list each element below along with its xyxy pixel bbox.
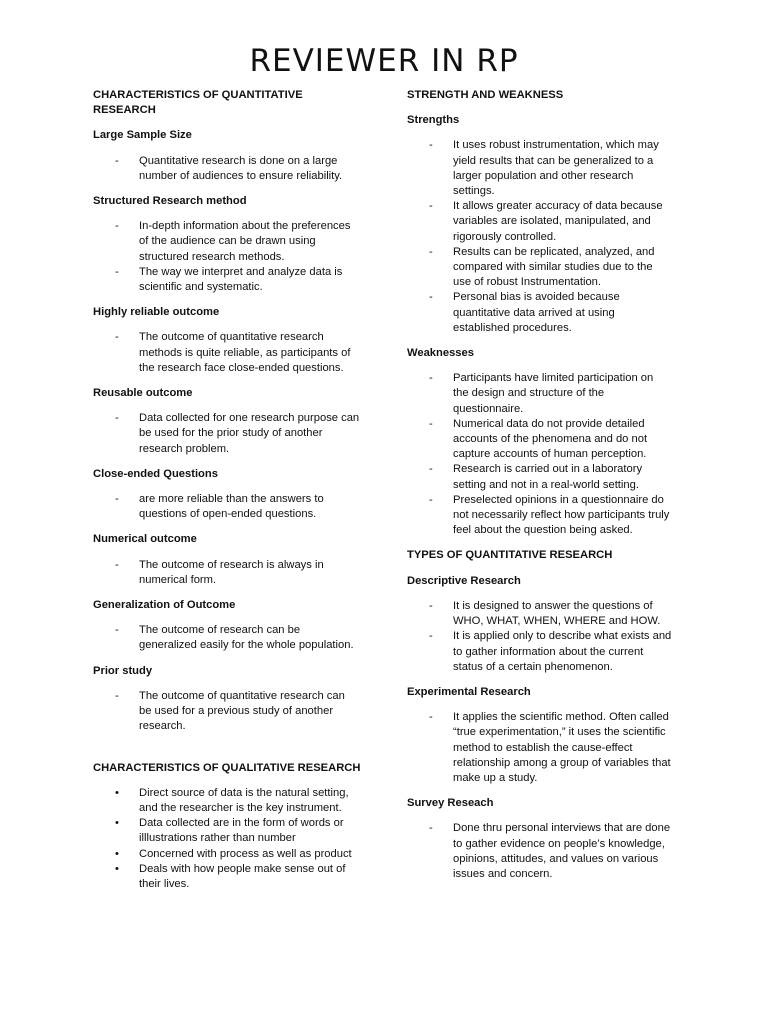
item-text-line: It is designed to answer the questions of: [453, 599, 653, 612]
item-text-line: the research face close-ended questions.: [139, 361, 344, 374]
item-text-line: illlustrations rather than number: [139, 832, 296, 845]
item-text-line: variables are isolated, manipulated, and: [453, 215, 651, 228]
dash-marker: -: [429, 245, 433, 258]
bullet-item: [93, 816, 363, 846]
dash-item: [93, 330, 363, 376]
dash-list: [93, 558, 363, 588]
item-text-line: questions of open-ended questions.: [139, 508, 317, 521]
dash-item: [93, 623, 363, 653]
dash-item: [407, 371, 679, 417]
item-text-line: The outcome of research is always in: [139, 558, 324, 571]
item-text-line: Data collected are in the form of words or: [139, 817, 344, 830]
dash-marker: -: [429, 711, 433, 724]
item-text-line: It allows greater accuracy of data because: [453, 200, 663, 213]
item-text-line: research.: [139, 720, 186, 733]
dash-list: [93, 411, 363, 457]
dash-marker: -: [115, 558, 119, 571]
dash-marker: -: [429, 372, 433, 385]
item-text-line: established procedures.: [453, 321, 572, 334]
dash-item: [407, 493, 679, 539]
dash-list: [407, 138, 679, 336]
bullet-marker: •: [115, 786, 119, 799]
subheading: Strengths: [407, 114, 460, 127]
bullet-item: [93, 847, 363, 862]
item-text-line: methods is quite reliable, as participants of: [139, 346, 351, 359]
dash-item: [93, 558, 363, 588]
dash-item: [407, 290, 679, 336]
item-text-line: setting and not in a real-world setting.: [453, 478, 639, 491]
dash-list: [93, 219, 363, 295]
item-text-line: Direct source of data is the natural setting,: [139, 786, 349, 799]
item-text-line: Data collected for one research purpose can: [139, 412, 360, 425]
item-text-line: and the researcher is the key instrument.: [139, 801, 342, 814]
dash-list: [93, 689, 363, 735]
dash-item: [407, 199, 679, 245]
item-text-line: The outcome of quantitative research can: [139, 689, 345, 702]
item-text-line: generalized easily for the whole population.: [139, 639, 354, 652]
item-text-line: The outcome of research can be: [139, 624, 301, 637]
item-text-line: “true experimentation,” it uses the scientific: [453, 726, 666, 739]
item-text-line: the design and structure of the: [453, 387, 605, 400]
item-text-line: It uses robust instrumentation, which may: [453, 139, 659, 152]
item-text-line: Numerical data do not provide detailed: [453, 417, 645, 430]
item-text-line: to gather information about the current: [453, 645, 644, 658]
item-text-line: be used for the prior study of another: [139, 427, 323, 440]
item-text-line: Results can be replicated, analyzed, and: [453, 245, 655, 258]
item-text-line: make up a study.: [453, 771, 538, 784]
item-text-line: In-depth information about the preferences: [139, 220, 351, 233]
subheading: Large Sample Size: [93, 129, 192, 142]
dash-list: [407, 710, 679, 786]
subheading: Weaknesses: [407, 347, 474, 360]
dash-item: [407, 138, 679, 199]
dash-marker: -: [115, 624, 119, 637]
item-text-line: Preselected opinions in a questionnaire do: [453, 493, 664, 506]
item-text-line: status of a certain phenomenon.: [453, 660, 613, 673]
subheading: Structured Research method: [93, 195, 247, 208]
item-text-line: accounts of the phenomena and do not: [453, 433, 648, 446]
bullet-marker: •: [115, 817, 119, 830]
subheading: Generalization of Outcome: [93, 599, 236, 612]
dash-marker: -: [429, 822, 433, 835]
dash-item: [93, 411, 363, 457]
item-text-line: Done thru personal interviews that are done: [453, 822, 671, 835]
item-text-line: issues and concern.: [453, 867, 553, 880]
item-text-line: rigorously controlled.: [453, 230, 557, 243]
dash-marker: -: [429, 630, 433, 643]
section-heading: CHARACTERISTICS OF QUALITATIVE RESEARCH: [93, 761, 361, 774]
dash-marker: -: [115, 220, 119, 233]
dash-list: [407, 599, 679, 675]
bullet-list: [93, 786, 363, 892]
bullet-item: [93, 862, 363, 892]
section-heading: CHARACTERISTICS OF QUANTITATIVE RESEARCH: [93, 89, 303, 117]
item-text-line: settings.: [453, 185, 495, 198]
dash-item: [407, 417, 679, 463]
item-text-line: be used for a previous study of another: [139, 705, 334, 718]
item-text-line: opinions, attitudes, and values on various: [453, 852, 659, 865]
dash-marker: -: [429, 139, 433, 152]
item-text-line: It applies the scientific method. Often called: [453, 711, 669, 724]
item-text-line: of the audience can be drawn using: [139, 235, 316, 248]
section-heading: STRENGTH AND WEAKNESS: [407, 89, 564, 101]
right-column: [407, 88, 679, 882]
dash-marker: -: [429, 417, 433, 430]
item-text-line: questionnaire.: [453, 402, 524, 415]
dash-item: [407, 462, 679, 492]
dash-item: [93, 492, 363, 522]
dash-item: [93, 689, 363, 735]
item-text-line: method to establish the cause-effect: [453, 741, 633, 754]
bullet-marker: •: [115, 847, 119, 860]
item-text-line: Deals with how people make sense out of: [139, 862, 346, 875]
dash-item: [93, 265, 363, 295]
item-text-line: scientific and systematic.: [139, 281, 263, 294]
item-text-line: Personal bias is avoided because: [453, 291, 620, 304]
dash-marker: -: [115, 689, 119, 702]
item-text-line: compared with similar studies due to the: [453, 261, 653, 274]
document-title: REVIEWER IN RP: [249, 43, 519, 79]
item-text-line: Research is carried out in a laboratory: [453, 463, 643, 476]
dash-list: [93, 492, 363, 522]
item-text-line: larger population and other research: [453, 169, 634, 182]
dash-marker: -: [429, 463, 433, 476]
dash-list: [93, 154, 363, 184]
dash-marker: -: [115, 331, 119, 344]
dash-marker: -: [429, 291, 433, 304]
subheading: Descriptive Research: [407, 574, 521, 587]
item-text-line: It is applied only to describe what exists and: [453, 630, 672, 643]
item-text-line: number of audiences to ensure reliability.: [139, 169, 343, 182]
item-text-line: capture accounts of human perception.: [453, 448, 647, 461]
item-text-line: Quantitative research is done on a large: [139, 154, 338, 167]
dash-marker: -: [429, 200, 433, 213]
dash-item: [407, 821, 679, 882]
dash-item: [93, 154, 363, 184]
subheading: Experimental Research: [407, 685, 531, 698]
dash-item: [407, 710, 679, 786]
dash-marker: -: [115, 265, 119, 278]
item-text-line: their lives.: [139, 877, 190, 890]
dash-item: [407, 599, 679, 629]
subheading: Numerical outcome: [93, 533, 197, 546]
dash-list: [93, 330, 363, 376]
item-text-line: use of robust Instrumentation.: [453, 276, 602, 289]
subheading: Close-ended Questions: [93, 467, 218, 480]
item-text-line: not necessarily reflect how participants truly: [453, 509, 670, 522]
item-text-line: structured research methods.: [139, 250, 285, 263]
item-text-line: The outcome of quantitative research: [139, 331, 324, 344]
dash-list: [93, 623, 363, 653]
item-text-line: research problem.: [139, 442, 230, 455]
item-text-line: The way we interpret and analyze data is: [139, 265, 343, 278]
item-text-line: Concerned with process as well as product: [139, 847, 352, 860]
item-text-line: Participants have limited participation on: [453, 372, 654, 385]
subheading: Survey Reseach: [407, 797, 494, 810]
item-text-line: to gather evidence on people’s knowledge,: [453, 837, 665, 850]
item-text-line: yield results that can be generalized to a: [453, 154, 654, 167]
item-text-line: relationship among a group of variables that: [453, 756, 671, 769]
item-text-line: are more reliable than the answers to: [139, 493, 324, 506]
dash-marker: -: [429, 599, 433, 612]
dash-marker: -: [115, 412, 119, 425]
dash-marker: -: [429, 493, 433, 506]
dash-list: [407, 371, 679, 538]
item-text-line: WHO, WHAT, WHEN, WHERE and HOW.: [453, 615, 661, 628]
dash-item: [407, 245, 679, 291]
item-text-line: quantitative data arrived at using: [453, 306, 615, 319]
item-text-line: feel about the question being asked.: [453, 524, 633, 537]
dash-marker: -: [115, 154, 119, 167]
bullet-item: [93, 786, 363, 816]
left-column: [93, 88, 363, 892]
dash-item: [407, 629, 679, 675]
item-text-line: numerical form.: [139, 573, 217, 586]
dash-marker: -: [115, 493, 119, 506]
subheading: Highly reliable outcome: [93, 306, 220, 319]
subheading: Reusable outcome: [93, 387, 193, 400]
section-heading: TYPES OF QUANTITATIVE RESEARCH: [407, 549, 613, 562]
dash-item: [93, 219, 363, 265]
dash-list: [407, 821, 679, 882]
subheading: Prior study: [93, 664, 153, 677]
bullet-marker: •: [115, 862, 119, 875]
